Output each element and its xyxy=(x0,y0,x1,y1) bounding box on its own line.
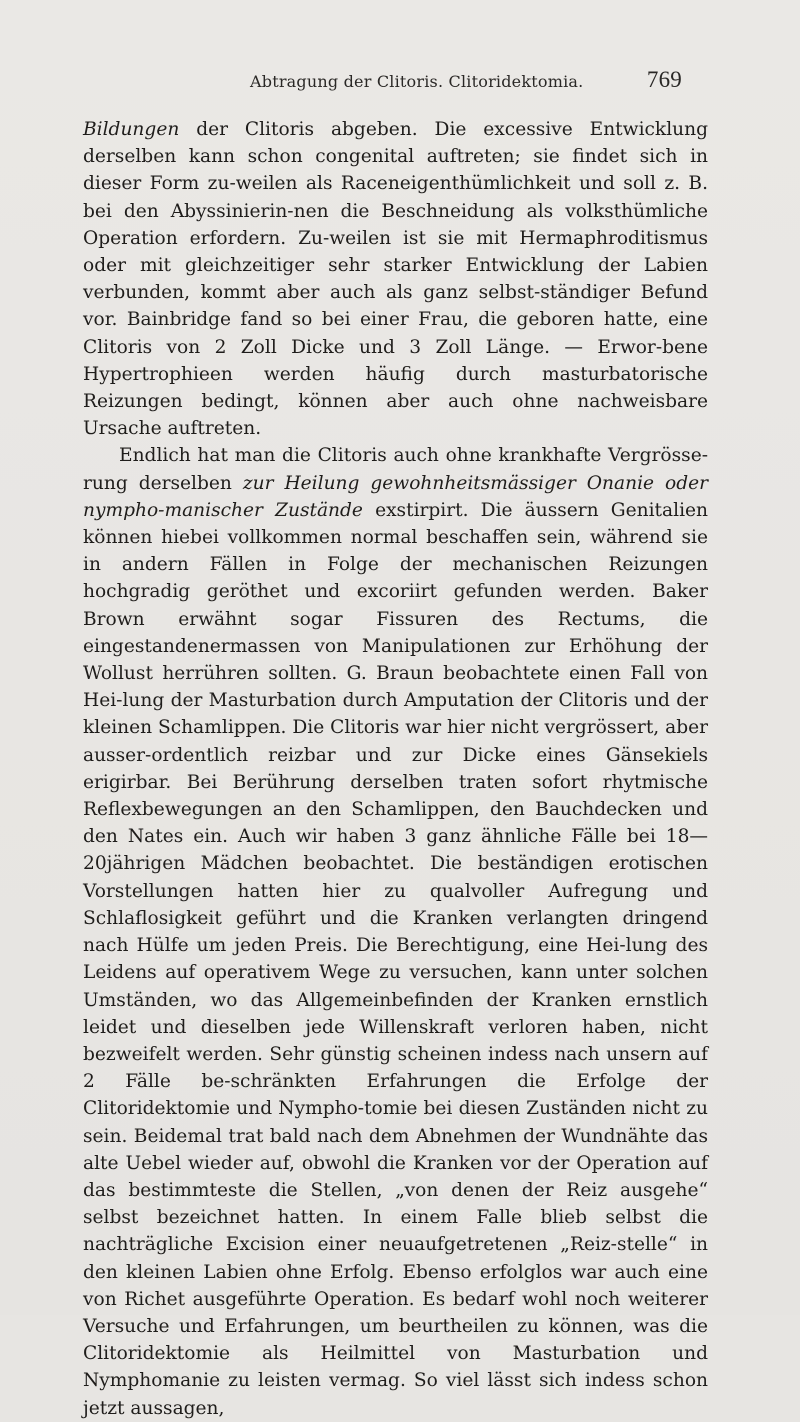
italic-span: Bildungen xyxy=(83,119,180,140)
page-number: 769 xyxy=(646,67,682,92)
text-span: exstirpirt. Die äussern Genitalien können hiebei vollkommen normal beschaffen sein, während sie in andern Fällen in Folge der mechanischen Reizungen hochgradig geröthet und excoriirt gefunden werden. Baker Brown erwähnt sogar Fissuren des Rectums, die eingestandenermassen von Manipulationen zur Erhöhung der Wollust herrühren sollten. G. Braun beobachtete einen Fall von Hei-lung der Masturbation durch Amputation der Clitoris und der kleinen Schamlippen. Die Clitoris war hier nicht vergrössert, aber ausser-ordentlich reizbar und zur Dicke eines Gänsekiels erigirbar. Bei Berührung derselben traten sofort rhytmische Reflexbewegungen an den Schamlippen, den Bauchdecken und den Nates ein. Auch wir haben 3 ganz ähnliche Fälle bei 18—20jährigen Mädchen beobachtet. Die beständigen erotischen Vorstellungen hatten hier zu qualvoller Aufregung und Schlaflosigkeit geführt und die Kranken verlangten dringend nach Hülfe um jeden Preis. Die Berechtigung, eine Hei-lung des Leidens auf operativem Wege zu versuchen, kann unter solchen Umständen, wo das Allgemeinbefinden der Kranken ernstlich leidet und dieselben jede Willenskraft verloren haben, nicht bezweifelt werden. Sehr günstig scheinen indess nach unsern auf 2 Fälle be-schränkten Erfahrungen die Erfolge der Clitoridektomie und Nympho-tomie bei diesen Zuständen nicht zu sein. Beidemal trat bald nach dem Abnehmen der Wundnähte das alte Uebel wieder auf, obwohl die Kranken vor der Operation auf das bestimmteste die Stellen, „von denen der Reiz ausgehe“ selbst bezeichnet hatten. In einem Falle blieb selbst die nachträgliche Excision einer neuaufgetretenen „Reiz-stelle“ in den kleinen Labien ohne Erfolg. Ebenso erfolglos war auch eine von Richet ausgeführte Operation. Es bedarf wohl noch weiterer Versuche und Erfahrungen, um beurtheilen zu können, was die Clitoridektomie als Heilmittel von Masturbation und Nymphomanie zu leisten vermag. So viel lässt sich indess schon jetzt aussagen, xyxy=(83,499,708,1419)
italic-span: zur Heilung gewohnheitsmässiger Onanie oder nympho-manischer Zustände xyxy=(83,472,708,521)
text-span: der Clitoris abgeben. Die excessive Entwicklung derselben kann schon congenital auftreten; sie findet sich in dieser Form zu-weilen als Raceneigenthümlichkeit und soll z. B. bei den Abyssinierin-nen die Beschneidung als volksthümliche Operation erfordern. Zu-weilen ist sie mit Hermaphroditismus oder mit gleichzeitiger sehr starker Entwicklung der Labien verbunden, kommt aber auch als ganz selbst-ständiger Befund vor. Bainbridge fand so bei einer Frau, die geboren hatte, eine Clitoris von 2 Zoll Dicke und 3 Zoll Länge. — Erwor-bene Hypertrophieen werden häufig durch masturbatorische Reizungen bedingt, können aber auch ohne nachweisbare Ursache auftreten. xyxy=(83,119,708,440)
paragraph xyxy=(83,442,708,1421)
running-title: Abtragung der Clitoris. Clitoridektomia. xyxy=(250,72,584,91)
paragraph xyxy=(83,116,708,442)
running-header xyxy=(250,67,690,102)
body-text xyxy=(83,116,708,1422)
text-span: Endlich hat man die Clitoris auch ohne krankhafte Vergrösse-rung derselben xyxy=(83,445,708,494)
